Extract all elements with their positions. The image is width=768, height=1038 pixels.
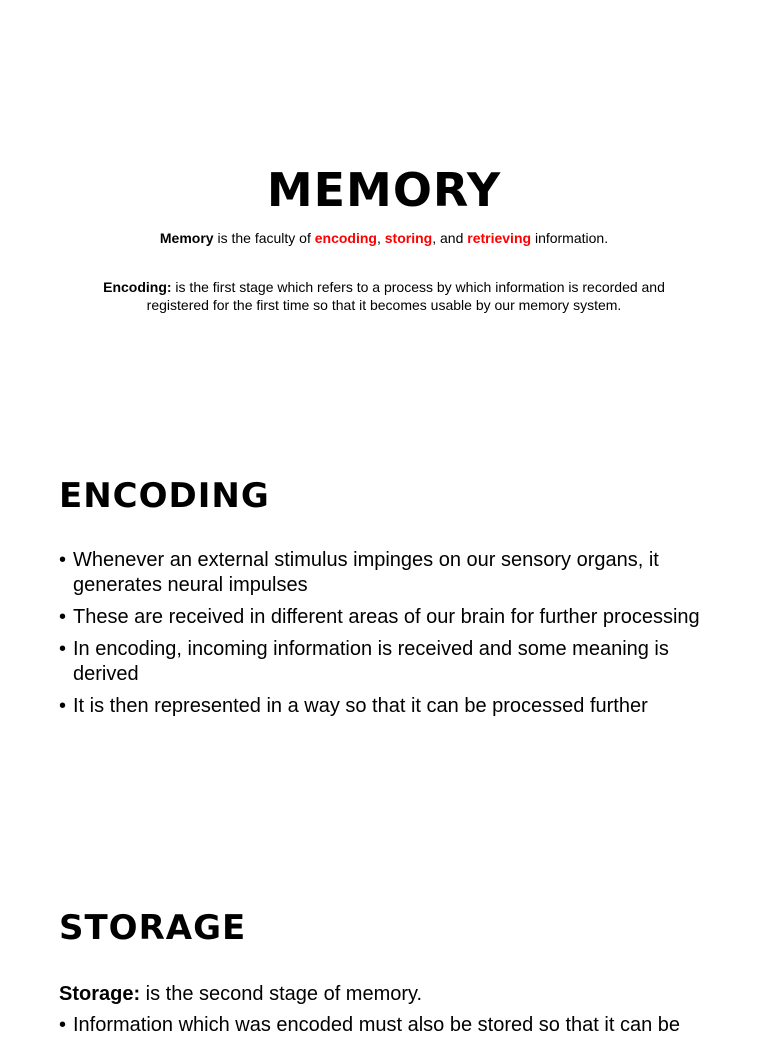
memory-definition: [0, 229, 768, 247]
encoding-definition-text: is the first stage which refers to a process by which information is recorded and registered for the first time so that it becomes usable by our memory system.: [146, 279, 665, 313]
definition-text: is the faculty of: [213, 230, 315, 246]
storage-definition: [59, 982, 422, 1007]
list-item: • These are received in different areas of our brain for further processing: [59, 605, 709, 630]
slide-title: MEMORY: [266, 163, 502, 217]
list-item: • Whenever an external stimulus impinges on our sensory organs, it generates neural impulses: [59, 548, 709, 598]
separator: ,: [376, 230, 385, 246]
term-memory: Memory: [159, 230, 214, 246]
term-storage: Storage:: [59, 983, 141, 1005]
section-title-storage: STORAGE: [59, 908, 247, 948]
list-item: • Information which was encoded must also be stored so that it can be: [59, 1013, 749, 1038]
encoding-bullet-list: [59, 548, 709, 726]
list-item: • In encoding, incoming information is received and some meaning is derived: [59, 637, 709, 687]
list-item: • It is then represented in a way so that it can be processed further: [59, 694, 709, 719]
definition-text-end: information.: [531, 230, 609, 246]
keyword-retrieving: retrieving: [467, 230, 532, 246]
storage-definition-text: is the second stage of memory.: [140, 983, 423, 1005]
section-title-encoding: ENCODING: [59, 476, 270, 516]
encoding-definition: [84, 278, 684, 314]
keyword-encoding: encoding: [314, 230, 377, 246]
separator: , and: [432, 230, 468, 246]
term-encoding: Encoding:: [103, 279, 172, 295]
title-slide: [0, 0, 768, 400]
encoding-slide: [0, 432, 768, 832]
storage-slide: [0, 864, 768, 1036]
keyword-storing: storing: [384, 230, 433, 246]
